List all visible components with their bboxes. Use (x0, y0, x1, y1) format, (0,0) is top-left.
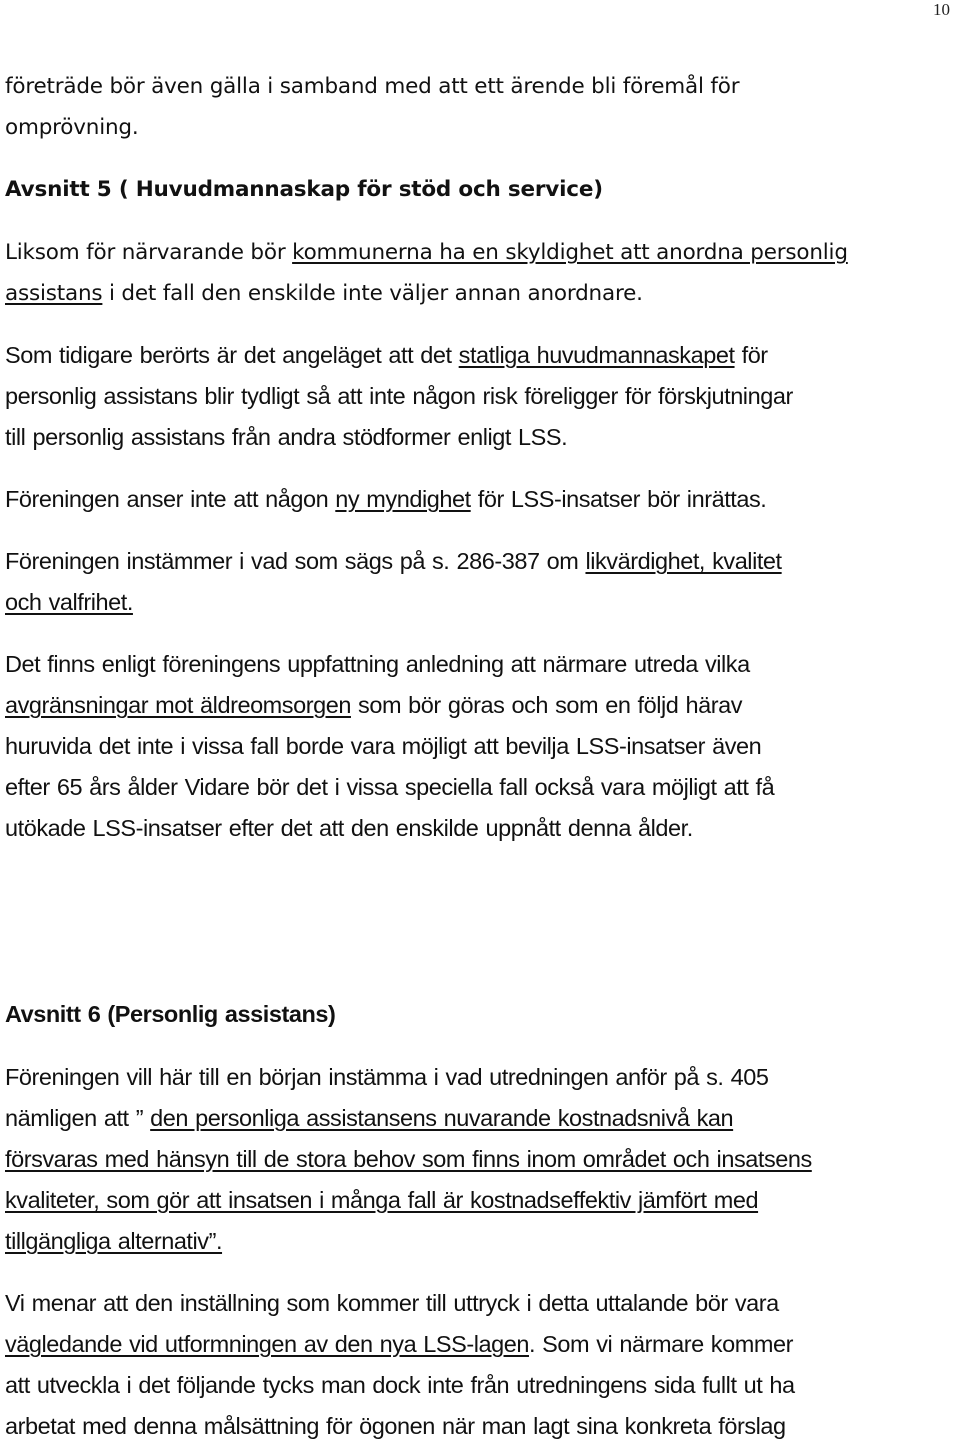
text-line: företräde bör även gälla i samband med att ett ärende bli föremål för (5, 74, 740, 99)
underlined-phrase: assistans (5, 281, 103, 306)
underlined-phrase: ny myndighet (335, 486, 471, 512)
text-line: avgränsningar mot äldreomsorgen som bör göras och som en följd härav (5, 692, 743, 718)
underlined-phrase: kvaliteter, som gör att insatsen i många fall är kostnadseffektiv jämfört med (5, 1187, 759, 1213)
section-heading-avsnitt-5: Avsnitt 5 ( Huvudmannaskap för stöd och service) (5, 177, 603, 202)
underlined-phrase: statliga huvudmannaskapet (458, 342, 735, 368)
underlined-phrase: tillgängliga alternativ”. (5, 1228, 223, 1254)
text-line: Som tidigare berörts är det angeläget att det statliga huvudmannaskapet för (5, 342, 768, 368)
text-line: att utveckla i det följande tycks man dock inte från utredningens sida fullt ut ha (5, 1372, 795, 1398)
text-line (5, 582, 133, 623)
text-line: Vi menar att den inställning som kommer till uttryck i detta uttalande bör vara (5, 1290, 779, 1316)
section-heading-avsnitt-6: Avsnitt 6 (Personlig assistans) (5, 1001, 336, 1027)
text-line: utökade LSS-insatser efter det att den enskilde uppnått denna ålder. (5, 815, 693, 841)
underlined-phrase: avgränsningar mot äldreomsorgen (5, 692, 351, 718)
text-line: Föreningen instämmer i vad som sägs på s. 286-387 om likvärdighet, kvalitet (5, 548, 782, 574)
text-line: Det finns enligt föreningens uppfattning anledning att närmare utreda vilka (5, 651, 750, 677)
underlined-phrase: och valfrihet. (5, 589, 133, 615)
text-line: till personlig assistans från andra stödformer enligt LSS. (5, 424, 568, 450)
underlined-phrase: försvaras med hänsyn till de stora behov som finns inom området och insatsens (5, 1146, 812, 1172)
text-line: Föreningen vill här till en början instämma i vad utredningen anför på s. 405 (5, 1064, 769, 1090)
underlined-phrase: vägledande vid utformningen av den nya LSS-lagen (5, 1331, 529, 1357)
text-line: Liksom för närvarande bör kommunerna ha en skyldighet att anordna personlig (5, 240, 848, 265)
underlined-phrase: kommunerna ha en skyldighet att anordna personlig (292, 240, 848, 265)
text-line: assistans i det fall den enskilde inte väljer annan anordnare. (5, 281, 643, 306)
text-line (5, 1180, 758, 1221)
text-line (5, 1221, 222, 1262)
text-line: Föreningen anser inte att någon ny myndighet för LSS-insatser bör inrättas. (5, 486, 767, 512)
text-line (5, 1139, 812, 1180)
underlined-phrase: likvärdighet, kvalitet (585, 548, 782, 574)
text-line: arbetat med denna målsättning för ögonen när man lagt sina konkreta förslag (5, 1413, 786, 1439)
text-line: personlig assistans blir tydligt så att inte någon risk föreligger för förskjutningar (5, 383, 793, 409)
page-number: 10 (933, 0, 950, 19)
text-line: huruvida det inte i vissa fall borde vara möjligt att bevilja LSS-insatser även (5, 733, 762, 759)
text-line: nämligen att ” den personliga assistansens nuvarande kostnadsnivå kan (5, 1105, 734, 1131)
text-line: vägledande vid utformningen av den nya LSS-lagen. Som vi närmare kommer (5, 1331, 793, 1357)
text-line: omprövning. (5, 115, 139, 140)
underlined-phrase: den personliga assistansens nuvarande kostnadsnivå kan (150, 1105, 734, 1131)
text-line: efter 65 års ålder Vidare bör det i vissa speciella fall också vara möjligt att få (5, 774, 775, 800)
